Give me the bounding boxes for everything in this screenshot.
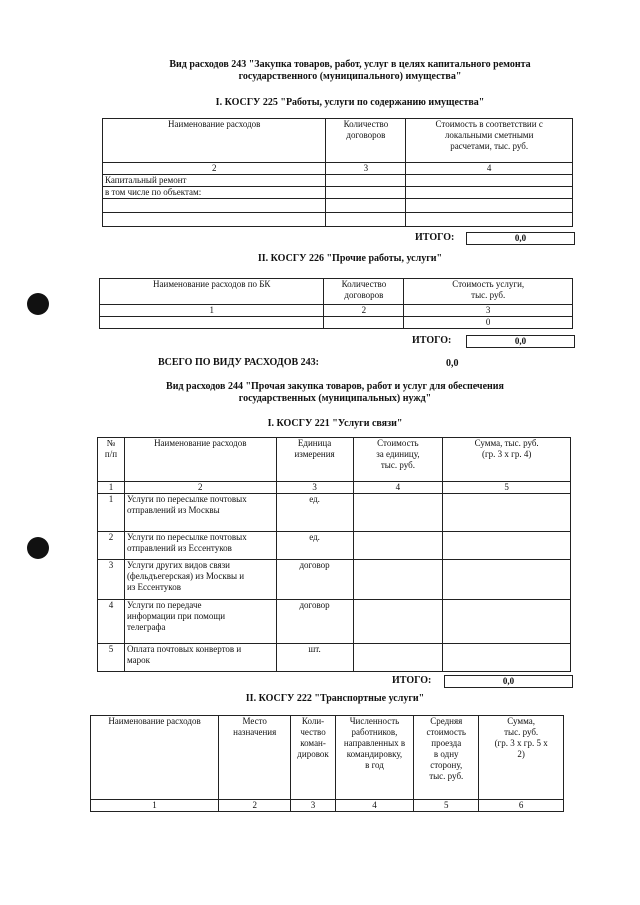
table-226: [99, 278, 573, 329]
section-221-title: I. КОСГУ 221 "Услуги связи": [267, 418, 403, 429]
col-number: 1: [91, 800, 219, 812]
col-header-employees: Численность работников, направленных в командировку, в год: [335, 716, 413, 800]
col-header-destination: Место назначения: [219, 716, 291, 800]
header-244-line1: Вид расходов 244 "Прочая закупка товаров, работ и услуг для обеспечения: [166, 381, 504, 392]
col-number: 4: [353, 482, 443, 494]
col-header-sum: Сумма, тыс. руб. (гр. 3 х гр. 4): [443, 438, 571, 482]
row-name: Услуги по пересылке почтовых отправлений из Ессентуков: [124, 532, 276, 560]
section-222-title: II. КОСГУ 222 "Транспортные услуги": [245, 693, 425, 704]
total-label-225: ИТОГО:: [415, 232, 455, 243]
col-number: 2: [219, 800, 291, 812]
col-header-name: Наименование расходов по БК: [100, 279, 324, 305]
table-row: [98, 600, 571, 644]
table-row: [98, 560, 571, 600]
table-225: [102, 118, 573, 227]
col-number: 6: [479, 800, 564, 812]
col-number: 2: [324, 305, 404, 317]
col-header-unit: Единица измерения: [276, 438, 353, 482]
total-value-226: 0,0: [466, 335, 575, 348]
row-number: 3: [98, 560, 125, 600]
row-unit: ед.: [276, 494, 353, 532]
col-header-count: Количество договоров: [326, 119, 406, 163]
row-name: Услуги по пересылке почтовых отправлений из Москвы: [124, 494, 276, 532]
row-number: 4: [98, 600, 125, 644]
col-header-cost: Стоимость услуги, тыс. руб.: [404, 279, 573, 305]
grand-total-243-value: 0,0: [446, 358, 459, 369]
row-unit: договор: [276, 600, 353, 644]
section-226-title: II. КОСГУ 226 "Прочие работы, услуги": [257, 253, 443, 264]
punch-hole-bottom: [27, 537, 49, 559]
total-label-221: ИТОГО:: [392, 675, 432, 686]
row-number: 5: [98, 644, 125, 672]
header-244-line2: государственных (муниципальных) нужд": [238, 393, 432, 404]
header-243-line1: Вид расходов 243 "Закупка товаров, работ, услуг в целях капитального ремонта: [169, 59, 531, 70]
row-name: Оплата почтовых конвертов и марок: [124, 644, 276, 672]
table-222: [90, 715, 564, 812]
col-number: 3: [326, 163, 406, 175]
col-header-avg-cost: Средняя стоимость проезда в одну сторону, тыс. руб.: [414, 716, 479, 800]
col-number: 4: [335, 800, 413, 812]
col-header-name: Наименование расходов: [103, 119, 326, 163]
row-unit: ед.: [276, 532, 353, 560]
col-number: 2: [103, 163, 326, 175]
row-unit: шт.: [276, 644, 353, 672]
col-header-trips: Коли- чество коман- дировок: [291, 716, 335, 800]
row-label: в том числе по объектам:: [103, 187, 326, 199]
col-header-cost: Стоимость в соответствии с локальными сметными расчетами, тыс. руб.: [406, 119, 573, 163]
row-unit: договор: [276, 560, 353, 600]
table-221: [97, 437, 571, 672]
grand-total-243-label: ВСЕГО ПО ВИДУ РАСХОДОВ 243:: [158, 357, 319, 368]
row-label: Капитальный ремонт: [103, 175, 326, 187]
row-name: Услуги по передаче информации при помощи телеграфа: [124, 600, 276, 644]
col-number: 1: [98, 482, 125, 494]
row-value: 0: [404, 317, 573, 329]
section-225-title: I. КОСГУ 225 "Работы, услуги по содержанию имущества": [215, 97, 485, 108]
col-number: 3: [404, 305, 573, 317]
col-header-sum: Сумма, тыс. руб. (гр. 3 х гр. 5 х 2): [479, 716, 564, 800]
row-name: Услуги других видов связи (фельдъегерская) из Москвы и из Ессентуков: [124, 560, 276, 600]
col-number: 4: [406, 163, 573, 175]
table-row: [98, 644, 571, 672]
col-number: 1: [100, 305, 324, 317]
col-header-number: № п/п: [98, 438, 125, 482]
col-number: 3: [276, 482, 353, 494]
col-number: 3: [291, 800, 335, 812]
header-243-line2: государственного (муниципального) имущества": [238, 71, 462, 82]
col-header-unit-cost: Стоимость за единицу, тыс. руб.: [353, 438, 443, 482]
col-header-name: Наименование расходов: [124, 438, 276, 482]
punch-hole-top: [27, 293, 49, 315]
col-number: 5: [443, 482, 571, 494]
row-number: 2: [98, 532, 125, 560]
col-number: 5: [414, 800, 479, 812]
col-header-name: Наименование расходов: [91, 716, 219, 800]
table-row: [98, 494, 571, 532]
total-value-225: 0,0: [466, 232, 575, 245]
total-value-221: 0,0: [444, 675, 573, 688]
row-number: 1: [98, 494, 125, 532]
table-row: [98, 532, 571, 560]
col-header-count: Количество договоров: [324, 279, 404, 305]
col-number: 2: [124, 482, 276, 494]
total-label-226: ИТОГО:: [412, 335, 452, 346]
